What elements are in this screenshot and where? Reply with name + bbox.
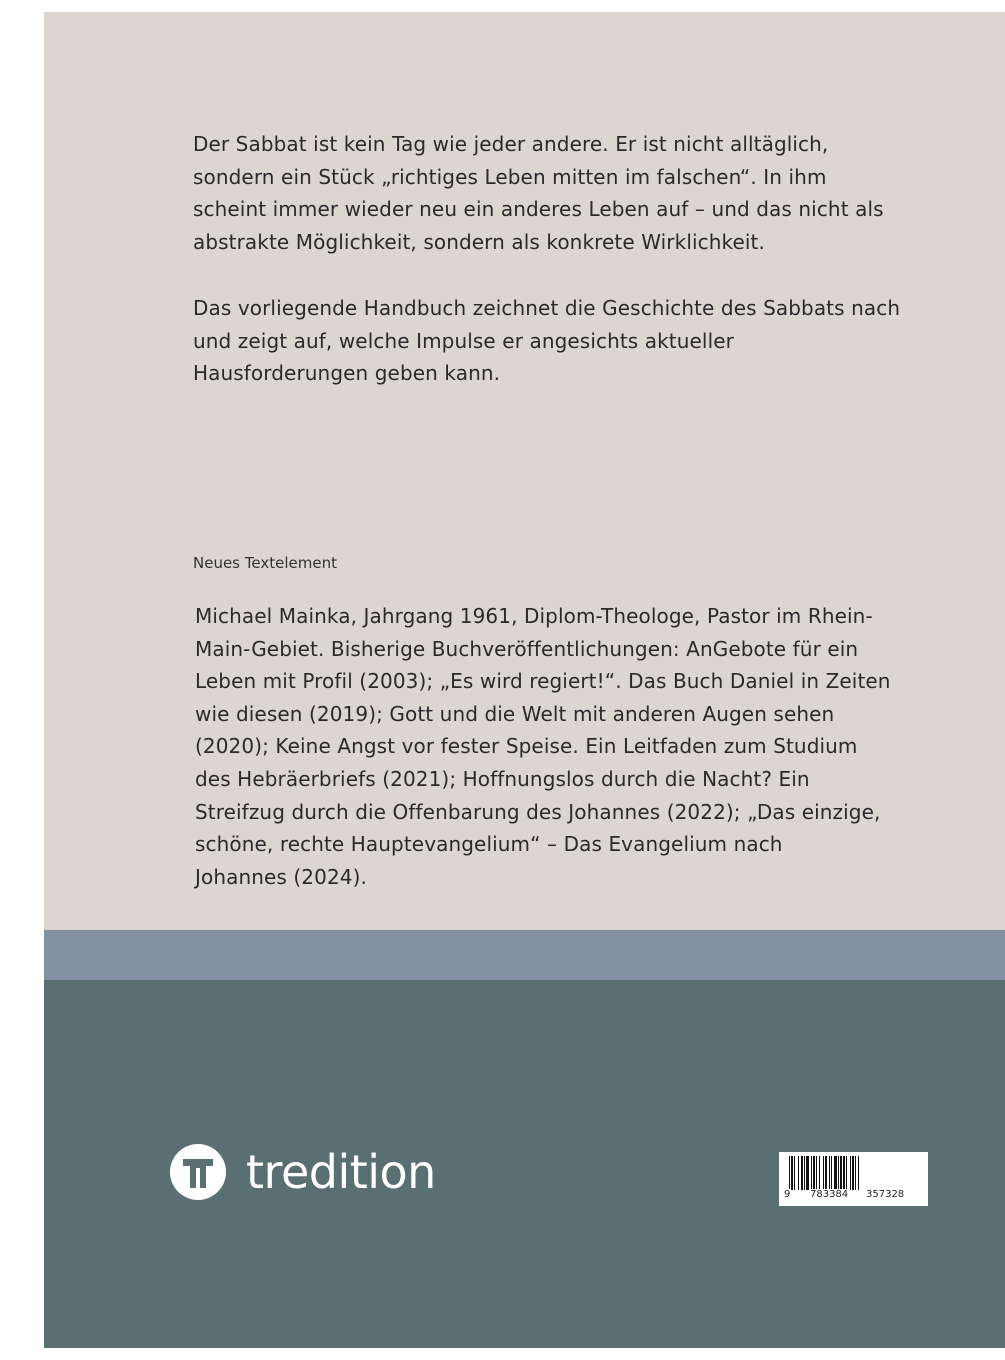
blurb-paragraph-1: Der Sabbat ist kein Tag wie jeder andere. Er ist nicht alltäglich, sondern ein Stück „richtiges Leben mitten im falschen“. In ihm scheint immer wieder neu ein anderes Leben auf – und das nicht als abstrakte Möglichkeit, sondern als konkrete Wirklichkeit. [193, 132, 884, 254]
back-cover [44, 12, 1005, 1348]
tredition-t-icon [170, 1144, 226, 1200]
isbn-barcode [779, 1152, 928, 1206]
author-bio: Michael Mainka, Jahrgang 1961, Diplom-Theologe, Pastor im Rhein- Main-Gebiet. Bisherige Buchveröffentlichungen: AnGebote für ein Leben mit Profil (2003); „Es wird regiert!“. Das Buch Daniel in Zeiten wie diesen (2019); Gott und die Welt mit anderen Augen sehen (2020); Keine Angst vor fester Speise. Ein Leitfaden zum Studium des Hebräerbriefs (2021); Hoffnungslos durch die Nacht? Ein Streifzug durch die Offenbarung des Johannes (2022); „Das einzige, schöne, rechte Hauptevangelium“ – Das Evangelium nach Johannes (2024). [195, 604, 891, 889]
publisher-logo [170, 1144, 436, 1200]
publisher-name: tredition [246, 1145, 436, 1199]
placeholder-label: Neues Textelement [193, 554, 337, 572]
upper-panel [44, 12, 1005, 930]
blurb-paragraph-2: Das vorliegende Handbuch zeichnet die Geschichte des Sabbats nach und zeigt auf, welche Impulse er angesichts aktueller Hausforderungen geben kann. [193, 296, 901, 386]
barcode-digit: 9 [784, 1189, 791, 1200]
barcode-group-2: 357328 [866, 1189, 905, 1200]
barcode-group-1: 783384 [810, 1189, 849, 1200]
accent-band [44, 930, 1005, 980]
